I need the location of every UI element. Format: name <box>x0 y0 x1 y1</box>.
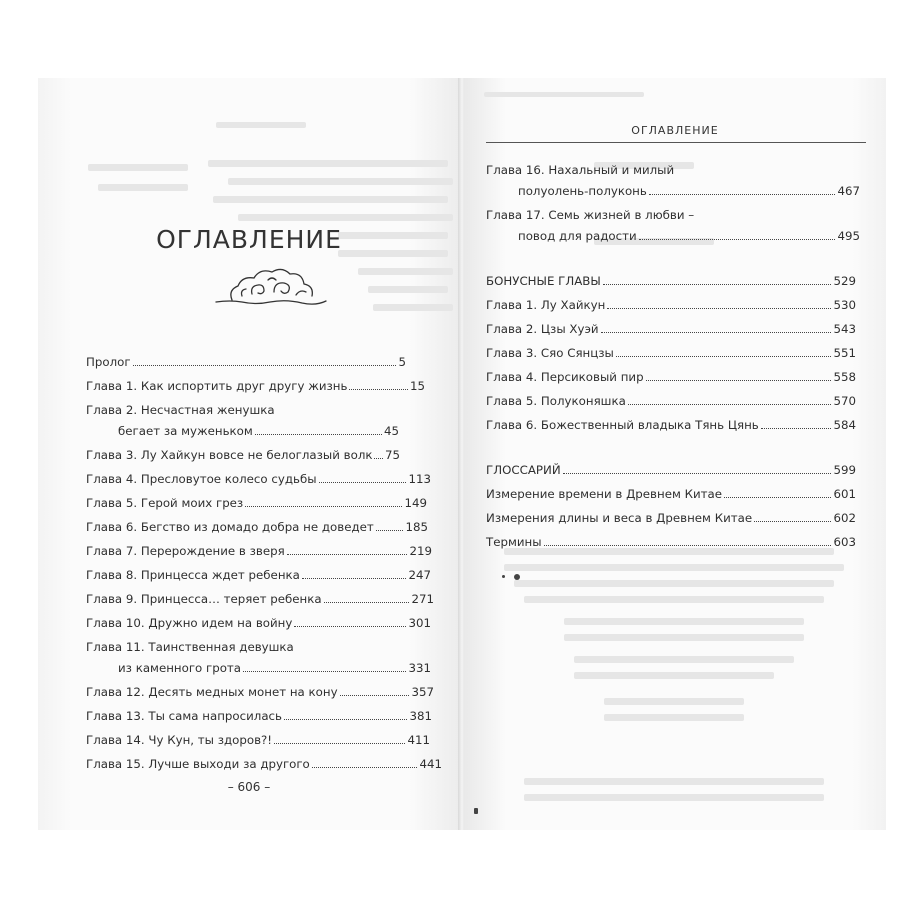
toc-entry[interactable]: Глава 4. Пресловутое колесо судьбы 113 <box>86 472 431 486</box>
left-page <box>38 78 460 830</box>
toc-entry-label[interactable]: Глава 17. Семь жизней в любви – <box>486 208 695 222</box>
bleed-through-mark <box>373 304 453 311</box>
toc-entry[interactable]: Глава 9. Принцесса… теряет ребенка 271 <box>86 592 434 606</box>
bleed-through-mark <box>238 214 453 221</box>
toc-entry[interactable]: Глава 5. Полуконяшка 570 <box>486 394 856 408</box>
bleed-through-mark <box>208 160 448 167</box>
toc-entry[interactable]: Глава 3. Сяо Сянцзы 551 <box>486 346 856 360</box>
toc-entry-label[interactable]: Глава 11. Таинственная девушка <box>86 640 294 654</box>
toc-entry[interactable]: Глава 4. Персиковый пир 558 <box>486 370 856 384</box>
glossary-section-heading[interactable]: ГЛОССАРИЙ 599 <box>486 463 856 477</box>
bleed-through-mark <box>524 794 824 801</box>
bleed-through-mark <box>368 286 448 293</box>
bleed-through-mark <box>504 564 844 571</box>
toc-entry-label[interactable]: Глава 2. Несчастная женушка <box>86 403 275 417</box>
toc-entry[interactable]: Глава 6. Божественный владыка Тянь Цянь 584 <box>486 418 856 432</box>
toc-entry[interactable]: Глава 15. Лучше выходи за другого 441 <box>86 757 442 771</box>
bonus-section-heading[interactable]: БОНУСНЫЕ ГЛАВЫ 529 <box>486 274 856 288</box>
bleed-through-mark <box>604 714 744 721</box>
toc-entry[interactable]: Глава 5. Герой моих грез 149 <box>86 496 427 510</box>
toc-entry[interactable]: Измерение времени в Древнем Китае 601 <box>486 487 856 501</box>
toc-entry[interactable]: Измерения длины и веса в Древнем Китае 602 <box>486 511 856 525</box>
toc-entry[interactable]: Глава 2. Цзы Хуэй 543 <box>486 322 856 336</box>
toc-entry[interactable]: полуолень-полуконь 467 <box>518 184 860 198</box>
bleed-through-mark <box>213 196 448 203</box>
bleed-through-mark <box>524 596 824 603</box>
toc-entry[interactable]: Пролог 5 <box>86 355 406 369</box>
toc-entry[interactable]: Глава 10. Дружно идем на войну 301 <box>86 616 431 630</box>
bleed-through-mark <box>604 698 744 705</box>
page-number: – 606 – <box>227 780 271 794</box>
bleed-through-mark <box>564 634 804 641</box>
toc-entry[interactable]: из каменного грота 331 <box>118 661 431 675</box>
bleed-through-mark <box>228 178 453 185</box>
bleed-through-mark <box>504 548 834 555</box>
toc-entry[interactable]: повод для радости 495 <box>518 229 860 243</box>
bleed-through-mark <box>514 580 834 587</box>
toc-entry[interactable]: Глава 14. Чу Кун, ты здоров?! 411 <box>86 733 430 747</box>
ink-speck <box>502 575 505 578</box>
toc-entry[interactable]: Глава 1. Лу Хайкун 530 <box>486 298 856 312</box>
toc-entry[interactable]: Глава 7. Перерождение в зверя 219 <box>86 544 432 558</box>
bleed-through-mark <box>564 618 804 625</box>
toc-entry[interactable]: Глава 13. Ты сама напросилась 381 <box>86 709 432 723</box>
open-book <box>38 78 886 830</box>
toc-entry-label[interactable]: Глава 16. Нахальный и милый <box>486 163 675 177</box>
bleed-through-mark <box>574 672 774 679</box>
running-head: ОГЛАВЛЕНИЕ <box>631 124 719 137</box>
header-rule <box>486 142 866 143</box>
cloud-ornament-icon <box>212 264 330 310</box>
page-title: ОГЛАВЛЕНИЕ <box>156 225 342 254</box>
toc-entry[interactable]: Глава 12. Десять медных монет на кону 357 <box>86 685 434 699</box>
right-page <box>464 78 886 830</box>
bleed-through-mark <box>88 164 188 171</box>
toc-entry[interactable]: Глава 3. Лу Хайкун вовсе не белоглазый волк 75 <box>86 448 400 462</box>
ink-speck <box>474 808 478 814</box>
toc-entry[interactable]: Глава 8. Принцесса ждет ребенка 247 <box>86 568 431 582</box>
bleed-through-mark <box>358 268 453 275</box>
toc-entry[interactable]: Глава 1. Как испортить друг другу жизнь 15 <box>86 379 425 393</box>
bleed-through-mark <box>574 656 794 663</box>
toc-entry[interactable]: Глава 6. Бегство из домадо добра не доведет 185 <box>86 520 428 534</box>
bleed-through-mark <box>524 778 824 785</box>
ink-speck <box>514 574 520 580</box>
bleed-through-mark <box>216 122 306 128</box>
bleed-through-mark <box>98 184 188 191</box>
toc-entry[interactable]: бегает за муженьком 45 <box>118 424 399 438</box>
bleed-through-mark <box>484 92 644 97</box>
toc-entry[interactable]: Термины 603 <box>486 535 856 549</box>
